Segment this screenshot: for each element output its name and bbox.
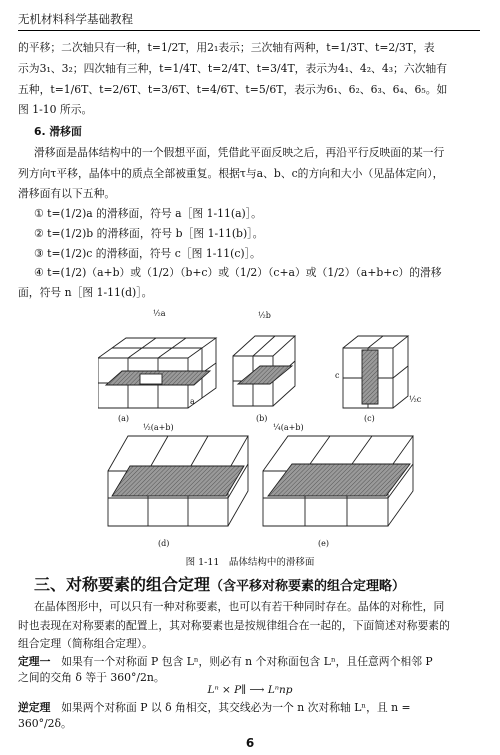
para2-line: 滑移面有以下五种。	[18, 187, 116, 200]
section-title: 三、对称要素的组合定理	[34, 575, 211, 594]
section-subtitle: （含平移对称要素的组合定理略）	[210, 579, 406, 594]
combination-formula: Lⁿ × P∥ ⟶ Lⁿnp	[207, 684, 293, 696]
para1-line: 的平移；二次轴只有一种，t=1/2T，用2₁表示；三次轴有两种，t=1/3T、t=2/3T，表	[18, 41, 435, 54]
para1-line: 示为3₁、3₂；四次轴有三种，t=1/4T、t=2/4T、t=3/4T，表示为4₁、4₂、4₃；六次轴有	[18, 62, 447, 75]
figure-caption: 图 1-11 晶体结构中的滑移面	[185, 557, 315, 568]
figure-e-lattice	[263, 436, 413, 526]
para1-line: 图 1-10 所示。	[18, 103, 93, 116]
label-fig-a: (a)	[118, 414, 130, 423]
figure-c-lattice	[343, 336, 408, 408]
figure-b-lattice	[233, 336, 295, 406]
theorem-inverse-line: 如果两个对称面 P 以 δ 角相交，其交线必为一个 n 次对称轴 Lⁿ，且 n =	[61, 701, 411, 714]
label-fig-b: (b)	[256, 414, 268, 423]
glide-item: 面，符号 n［图 1-11(d)］。	[18, 286, 153, 299]
page-number: 6	[245, 736, 255, 750]
label-half-b: ½b	[258, 311, 271, 320]
theorem-one-line: 之间的交角 δ 等于 360°/2n。	[18, 671, 165, 684]
book-title: 无机材料科学基础教程	[18, 12, 133, 26]
glide-item: ④ t=(1/2)（a+b）或（1/2）（b+c）或（1/2）（c+a）或（1/2）（a+b+c）的滑移	[34, 266, 442, 279]
glide-item: ③ t=(1/2)c 的滑移面，符号 c［图 1-11(c)］。	[34, 247, 261, 260]
para3-line: 在晶体图形中，可以只有一种对称要素，也可以有若干种同时存在。晶体的对称性，同	[34, 600, 445, 613]
section-heading-glide-plane: 6. 滑移面	[34, 125, 82, 138]
figure-a-lattice	[98, 338, 216, 408]
label-quarter-ab: ¼(a+b)	[273, 423, 304, 432]
glide-item: ① t=(1/2)a 的滑移面，符号 a［图 1-11(a)］。	[34, 207, 262, 220]
para3-line: 组合定理（简称组合定理）。	[18, 637, 153, 650]
figure-d-lattice	[108, 436, 248, 526]
theorem-one-label: 定理一	[18, 655, 51, 668]
label-axis-c: c	[335, 371, 340, 380]
para2-line: 滑移面是晶体结构中的一个假想平面，凭借此平面反映之后，再沿平行反映面的某一行	[34, 146, 445, 159]
label-axis-a: a	[190, 397, 195, 406]
para1-line: 五种，t=1/6T、t=2/6T、t=3/6T、t=4/6T、t=5/6T，表示为6₁、6₂、6₃、6₄、6₅。如	[18, 83, 448, 96]
label-fig-c: (c)	[364, 414, 375, 423]
label-half-a: ½a	[153, 309, 166, 318]
glide-item: ② t=(1/2)b 的滑移面，符号 b［图 1-11(b)］。	[34, 227, 264, 240]
label-half-c: ½c	[409, 395, 422, 404]
label-fig-e: (e)	[318, 539, 329, 548]
para3-line: 时也表现在对称要素的配置上，其对称要素也是按规律组合在一起的，下面简述对称要素的	[18, 619, 450, 632]
label-half-ab: ½(a+b)	[143, 423, 174, 432]
glide-plane-figure	[98, 306, 428, 554]
theorem-inverse-line: 360°/2δ。	[18, 717, 72, 730]
theorem-inverse-label: 逆定理	[18, 701, 51, 714]
label-fig-d: (d)	[158, 539, 170, 548]
section-heading-combination-theorem	[34, 572, 405, 595]
theorem-one-line: 如果有一个对称面 P 包含 Lⁿ，则必有 n 个对称面包含 Lⁿ，且任意两个相邻 P	[61, 655, 433, 668]
para2-line: 列方向τ平移，晶体中的质点全部被重复。根据τ与a、b、c的方向和大小（见晶体定向），	[18, 167, 444, 180]
page-header	[18, 8, 480, 31]
